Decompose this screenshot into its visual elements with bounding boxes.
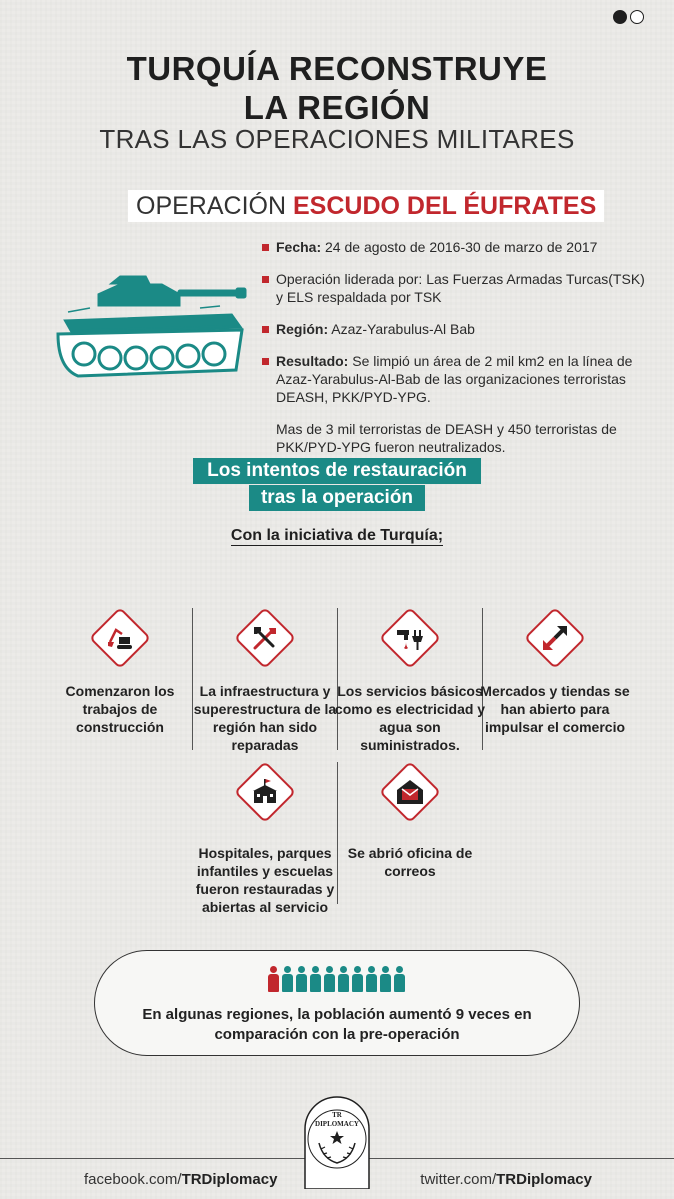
title-line-1: TURQUÍA RECONSTRUYE	[126, 50, 548, 87]
post-office-icon	[382, 764, 438, 820]
person-icon	[352, 966, 363, 992]
tools-icon	[237, 610, 293, 666]
detail-result	[262, 352, 652, 406]
caption-markets: Mercados y tiendas se han abierto para impulsar el comercio	[480, 683, 630, 735]
facebook-prefix: facebook.com/	[84, 1171, 182, 1188]
initiative-text: Con la iniciativa de Turquía;	[230, 527, 444, 544]
person-icon	[380, 966, 391, 992]
page-dot-inactive[interactable]	[630, 10, 644, 24]
region-label: Región:	[276, 321, 329, 337]
facebook-link[interactable]	[84, 1171, 277, 1188]
date-label: Fecha:	[276, 239, 322, 255]
caption-post-office: Se abrió oficina de correos	[347, 845, 473, 879]
initiative-heading	[0, 527, 674, 545]
region-value: Azaz-Yarabulus-Al Bab	[331, 321, 475, 337]
population-text: En algunas regiones, la población aumentó 9 veces en comparación con la pre-operación	[142, 1006, 532, 1043]
person-icon	[338, 966, 349, 992]
detail-date	[262, 238, 652, 256]
operation-label: OPERACIÓN	[136, 192, 287, 220]
tr-diplomacy-seal-logo	[301, 1093, 373, 1189]
seal-tr-text: TR	[332, 1111, 342, 1119]
result-value: Se limpió un área de 2 mil km2 en la línea de Azaz-Yarabulus-Al-Bab de las organizaciones terroristas DEASH, PKK/PYD-YPG.	[276, 353, 633, 405]
person-icon	[296, 966, 307, 992]
person-icon	[324, 966, 335, 992]
page-dot-active[interactable]	[613, 10, 627, 24]
subtitle: TRAS LAS OPERACIONES MILITARES	[99, 124, 575, 154]
title-line-2: LA REGIÓN	[243, 89, 431, 126]
detail-neutralized: Mas de 3 mil terroristas de DEASH y 450 terroristas de PKK/PYD-YPG fueron neutralizados.	[276, 421, 617, 455]
seal-diplomacy-text: DIPLOMACY	[315, 1120, 359, 1128]
restoration-heading-line-2: tras la operación	[249, 485, 425, 511]
operation-title	[128, 190, 604, 222]
person-icon	[394, 966, 405, 992]
utilities-icon	[382, 610, 438, 666]
excavator-icon	[92, 610, 148, 666]
result-label: Resultado:	[276, 353, 349, 369]
population-people-icons	[268, 966, 405, 992]
operation-details	[262, 238, 652, 470]
detail-region	[262, 320, 652, 338]
facebook-handle: TRDiplomacy	[181, 1171, 278, 1188]
tank-icon	[50, 272, 250, 392]
trade-arrows-icon	[527, 610, 583, 666]
page-indicator[interactable]	[613, 10, 644, 24]
caption-construction: Comenzaron los trabajos de construcción	[65, 683, 175, 735]
person-icon	[282, 966, 293, 992]
operation-name: ESCUDO DEL ÉUFRATES	[292, 192, 597, 220]
twitter-handle: TRDiplomacy	[496, 1171, 592, 1188]
person-icon-highlight	[268, 966, 279, 992]
school-building-icon	[237, 764, 293, 820]
twitter-link[interactable]	[420, 1171, 592, 1188]
twitter-prefix: twitter.com/	[420, 1171, 497, 1188]
person-icon	[310, 966, 321, 992]
caption-infrastructure: La infraestructura y superestructura de la región han sido reparadas	[193, 683, 337, 753]
detail-leadership: Operación liderada por: Las Fuerzas Armadas Turcas(TSK) y ELS respaldada por TSK	[262, 270, 652, 306]
caption-utilities: Los servicios básicos como es electricidad y agua son suministrados.	[334, 683, 486, 753]
date-value: 24 de agosto de 2016-30 de marzo de 2017	[325, 239, 598, 255]
restoration-heading-line-1: Los intentos de restauración	[193, 458, 481, 484]
person-icon	[366, 966, 377, 992]
caption-hospitals: Hospitales, parques infantiles y escuelas fueron restauradas y abiertas al servicio	[195, 845, 335, 915]
